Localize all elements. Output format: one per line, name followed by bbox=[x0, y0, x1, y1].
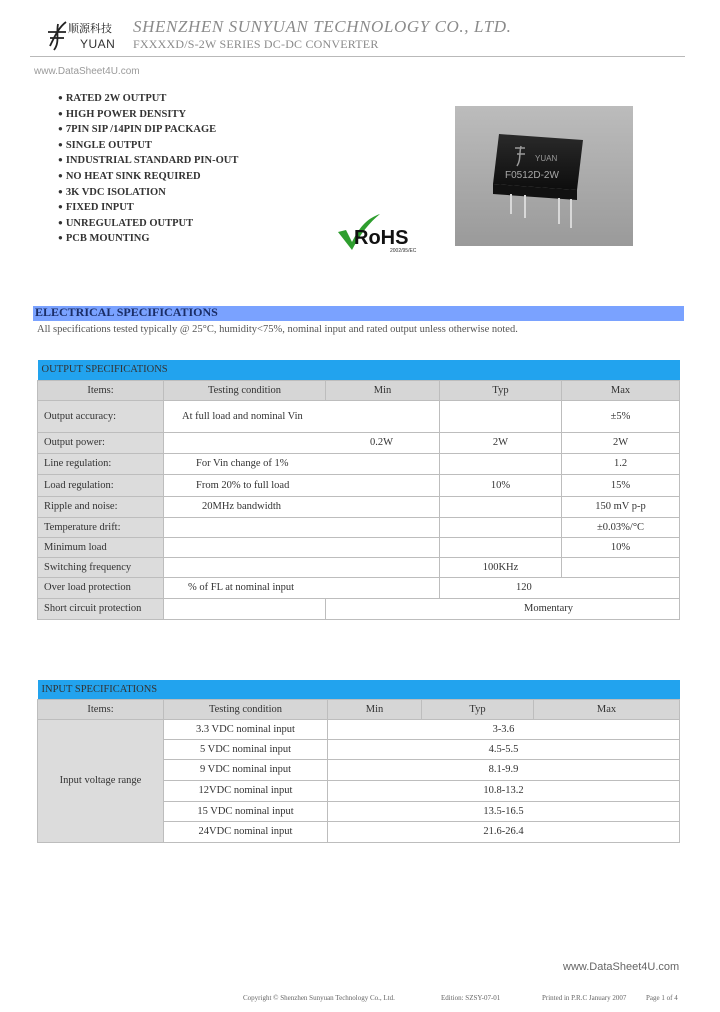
row-range: 21.6-26.4 bbox=[328, 821, 680, 842]
product-part-label: F0512D-2W bbox=[505, 170, 559, 181]
feature-item: ● INDUSTRIAL STANDARD PIN-OUT bbox=[58, 153, 238, 169]
feature-item: ● PCB MOUNTING bbox=[58, 231, 238, 247]
footer-copyright: Copyright © Shenzhen Sunyuan Technology Co., Ltd. bbox=[243, 994, 395, 1002]
table-row bbox=[38, 557, 680, 577]
rohs-badge-icon bbox=[334, 208, 430, 256]
feature-item: ● NO HEAT SINK REQUIRED bbox=[58, 169, 238, 185]
row-condition: % of FL at nominal input bbox=[164, 577, 440, 598]
row-value: 120 bbox=[440, 577, 680, 598]
table-row bbox=[38, 719, 680, 739]
row-max: 15% bbox=[562, 474, 680, 496]
col-header-max: Max bbox=[562, 380, 680, 400]
row-label: Over load protection bbox=[38, 577, 164, 598]
col-header-items: Items: bbox=[38, 699, 164, 719]
product-brand-label: YUAN bbox=[535, 154, 558, 163]
table-row bbox=[38, 432, 680, 453]
table-row bbox=[38, 537, 680, 557]
table-row bbox=[38, 474, 680, 496]
row-condition: 15 VDC nominal input bbox=[164, 801, 328, 821]
row-range: 10.8-13.2 bbox=[328, 780, 680, 801]
row-value: 100KHz bbox=[440, 557, 562, 577]
row-condition: 9 VDC nominal input bbox=[164, 759, 328, 780]
row-range: 4.5-5.5 bbox=[328, 739, 680, 759]
header-divider bbox=[30, 56, 685, 57]
row-condition: 12VDC nominal input bbox=[164, 780, 328, 801]
feature-item: ● SINGLE OUTPUT bbox=[58, 138, 238, 154]
series-title: FXXXXD/S-2W SERIES DC-DC CONVERTER bbox=[133, 37, 379, 51]
logo-english-name: YUAN bbox=[80, 37, 116, 51]
row-label: Temperature drift: bbox=[38, 517, 164, 537]
col-header-condition: Testing condition bbox=[164, 380, 326, 400]
col-header-typ: Typ bbox=[422, 699, 534, 719]
row-label: Output power: bbox=[38, 432, 164, 453]
row-label: Line regulation: bbox=[38, 453, 164, 474]
row-max: 1.2 bbox=[562, 453, 680, 474]
watermark-link-bottom[interactable]: www.DataSheet4U.com bbox=[563, 961, 680, 973]
row-label: Output accuracy: bbox=[38, 400, 164, 432]
col-header-items: Items: bbox=[38, 380, 164, 400]
footer-edition: Edition: SZSY-07-01 bbox=[441, 994, 501, 1002]
row-typ: 10% bbox=[440, 474, 562, 496]
row-condition: 20MHz bandwidth bbox=[164, 496, 440, 517]
input-voltage-range-label: Input voltage range bbox=[38, 719, 164, 842]
feature-list bbox=[58, 91, 238, 247]
output-spec-title: OUTPUT SPECIFICATIONS bbox=[38, 360, 680, 380]
row-label: Switching frequency bbox=[38, 557, 164, 577]
row-typ: 2W bbox=[440, 432, 562, 453]
row-condition: 5 VDC nominal input bbox=[164, 739, 328, 759]
row-condition: From 20% to full load bbox=[164, 474, 440, 496]
row-min: 0.2W bbox=[164, 432, 440, 453]
row-label: Short circuit protection bbox=[38, 598, 164, 619]
col-header-min: Min bbox=[328, 699, 422, 719]
col-header-typ: Typ bbox=[440, 380, 562, 400]
feature-item: ● HIGH POWER DENSITY bbox=[58, 107, 238, 123]
col-header-min: Min bbox=[326, 380, 440, 400]
row-label: Ripple and noise: bbox=[38, 496, 164, 517]
output-spec-table bbox=[37, 360, 680, 620]
input-spec-table bbox=[37, 680, 680, 843]
row-condition: At full load and nominal Vin bbox=[164, 400, 440, 432]
row-range: 3-3.6 bbox=[328, 719, 680, 739]
table-row bbox=[38, 598, 680, 619]
col-header-condition: Testing condition bbox=[164, 699, 328, 719]
row-max: ±5% bbox=[562, 400, 680, 432]
col-header-max: Max bbox=[534, 699, 680, 719]
row-max: 2W bbox=[562, 432, 680, 453]
feature-item: ● FIXED INPUT bbox=[58, 200, 238, 216]
row-value: Momentary bbox=[326, 598, 680, 619]
input-spec-title: INPUT SPECIFICATIONS bbox=[38, 680, 680, 699]
row-label: Load regulation: bbox=[38, 474, 164, 496]
table-row bbox=[38, 577, 680, 598]
feature-item: ● RATED 2W OUTPUT bbox=[58, 91, 238, 107]
row-max: 10% bbox=[562, 537, 680, 557]
footer-page: Page 1 of 4 bbox=[646, 994, 678, 1002]
footer-printed: Printed in P.R.C January 2007 bbox=[542, 994, 627, 1002]
table-row bbox=[38, 453, 680, 474]
row-range: 13.5-16.5 bbox=[328, 801, 680, 821]
row-condition: 24VDC nominal input bbox=[164, 821, 328, 842]
feature-item: ● 3K VDC ISOLATION bbox=[58, 185, 238, 201]
company-name: SHENZHEN SUNYUAN TECHNOLOGY CO., LTD. bbox=[133, 17, 512, 36]
table-row bbox=[38, 400, 680, 432]
feature-item: ● 7PIN SIP /14PIN DIP PACKAGE bbox=[58, 122, 238, 138]
row-condition: For Vin change of 1% bbox=[164, 453, 440, 474]
row-condition: 3.3 VDC nominal input bbox=[164, 719, 328, 739]
logo-chinese-name: 顺源科技 bbox=[68, 22, 112, 35]
rohs-label: RoHS bbox=[354, 227, 409, 249]
row-range: 8.1-9.9 bbox=[328, 759, 680, 780]
electrical-spec-title: ELECTRICAL SPECIFICATIONS bbox=[35, 305, 218, 319]
rohs-sub-label: 2002/95/EC bbox=[390, 248, 417, 254]
electrical-spec-header bbox=[33, 306, 684, 321]
product-photo bbox=[455, 106, 633, 246]
feature-item: ● UNREGULATED OUTPUT bbox=[58, 216, 238, 232]
watermark-link-top[interactable]: www.DataSheet4U.com bbox=[34, 66, 140, 77]
row-max: 150 mV p-p bbox=[562, 496, 680, 517]
electrical-spec-note: All specifications tested typically @ 25°C, humidity<75%, nominal input and rated output unless otherwise noted. bbox=[37, 324, 518, 335]
row-label: Minimum load bbox=[38, 537, 164, 557]
row-max: ±0.03%/°C bbox=[562, 517, 680, 537]
table-row bbox=[38, 496, 680, 517]
table-row bbox=[38, 517, 680, 537]
